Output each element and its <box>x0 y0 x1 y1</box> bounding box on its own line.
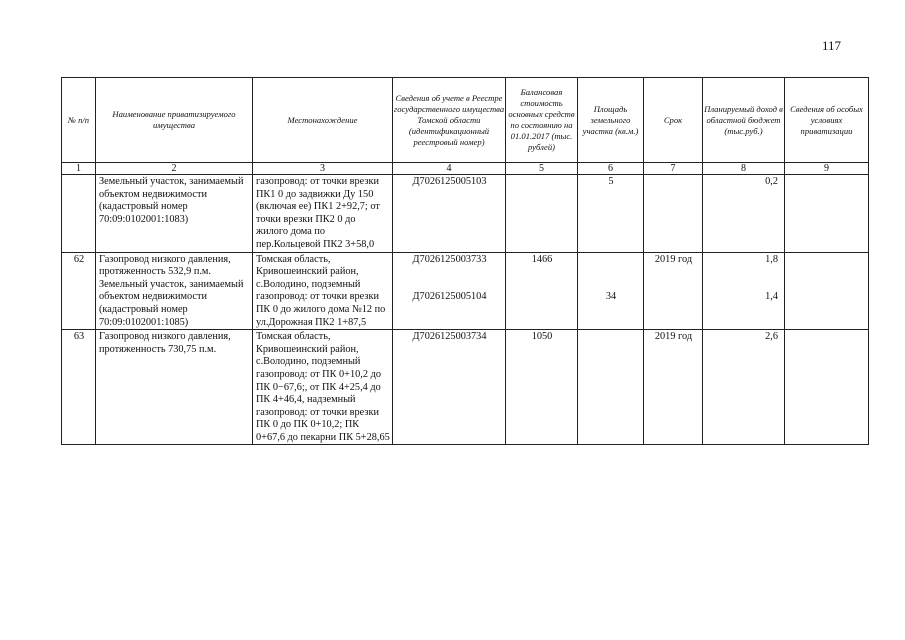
column-number-row <box>62 163 869 175</box>
property-name-text: Земельный участок, занимаемый объектом недвижимости (кадастровый номер 70:09:0102001:1085) <box>99 278 244 328</box>
planned-income-text: 0,2 <box>765 176 778 187</box>
registry-number <box>393 175 506 253</box>
property-name <box>96 330 253 445</box>
registry-number-text: Д7026125003733 <box>412 253 487 265</box>
land-area <box>578 330 644 445</box>
location: газопровод: от точки врезки ПК1 0 до задвижки Ду 150 (включая ее) ПК1 2+92,7; от точки врезки ПК2 0 до жилого дома по пер.Кольцевой ПК2 3+58,0 <box>253 175 393 253</box>
balance-value: 1466 <box>506 252 578 330</box>
property-name <box>96 175 253 253</box>
registry-number <box>393 252 506 330</box>
page-number: 117 <box>822 38 842 53</box>
property-name-text: Газопровод низкого давления, протяженность 730,75 п.м. <box>99 331 231 355</box>
special-conditions <box>785 330 869 445</box>
header-cell: Площадь земельного участка (кв.м.) <box>578 78 644 163</box>
header-cell: № п/п <box>62 78 96 163</box>
table-row <box>62 252 869 330</box>
term <box>644 175 703 253</box>
header-cell: Наименование приватизируемого имущества <box>96 78 253 163</box>
column-number: 5 <box>506 163 578 175</box>
property-name <box>96 252 253 330</box>
row-number <box>62 175 96 253</box>
column-number: 8 <box>703 163 785 175</box>
planned-income <box>703 252 785 330</box>
planned-income-text: 1,4 <box>765 291 778 303</box>
column-number: 2 <box>96 163 253 175</box>
column-number: 4 <box>393 163 506 175</box>
planned-income-text: 2,6 <box>765 331 778 343</box>
term: 2019 год <box>644 330 703 445</box>
table-row <box>62 175 869 253</box>
column-number: 3 <box>253 163 393 175</box>
special-conditions <box>785 175 869 253</box>
header-cell: Планируемый доход в областной бюджет (тыс.руб.) <box>703 78 785 163</box>
row-number: 62 <box>62 252 96 330</box>
header-cell: Балансовая стоимость основных средств по состоянию на 01.01.2017 (тыс. рублей) <box>506 78 578 163</box>
land-area-text: 34 <box>605 291 617 303</box>
column-number: 7 <box>644 163 703 175</box>
balance-value: 1050 <box>506 330 578 445</box>
table-row <box>62 330 869 445</box>
column-number: 6 <box>578 163 644 175</box>
privatization-table <box>61 77 869 445</box>
column-number: 1 <box>62 163 96 175</box>
header-cell: Сведения об особых условиях приватизации <box>785 78 869 163</box>
property-name-text: Газопровод низкого давления, протяженность 532,9 п.м. <box>99 253 231 278</box>
land-area: 5 <box>578 175 644 253</box>
registry-number-text: Д7026125005104 <box>412 291 487 303</box>
planned-income <box>703 330 785 445</box>
location: Томская область, Кривошеинский район, с.Володино, подземный газопровод: от ПК 0+10,2 до ПК 0−67,6;, от ПК 4+25,4 до ПК 4+46,4, надземный газопровод: от точки врезки ПК 0 до ПК 0+10,2; ПК 0+67,6 до пекарни ПК 5+28,65 <box>253 330 393 445</box>
term: 2019 год <box>644 252 703 330</box>
header-row <box>62 78 869 163</box>
location: Томская область, Кривошеинский район, с.Володино, подземный газопровод: от точки врезки ПК 0 до жилого дома №12 по ул.Дорожная ПК2 1+87,5 <box>253 252 393 330</box>
land-area <box>578 252 644 330</box>
header-cell: Местонахождение <box>253 78 393 163</box>
column-number: 9 <box>785 163 869 175</box>
row-number: 63 <box>62 330 96 445</box>
planned-income-text: 1,8 <box>765 253 778 265</box>
header-cell: Срок <box>644 78 703 163</box>
balance-value <box>506 175 578 253</box>
planned-income <box>703 175 785 253</box>
registry-number-text: Д7026125003734 <box>412 331 487 343</box>
registry-number <box>393 330 506 445</box>
header-cell: Сведения об учете в Реестре государственного имущества Томской области (идентификационный реестровый номер) <box>393 78 506 163</box>
special-conditions <box>785 252 869 330</box>
registry-number-text: Д7026125005103 <box>412 176 487 187</box>
property-name-text: Земельный участок, занимаемый объектом недвижимости (кадастровый номер 70:09:0102001:1083) <box>99 176 244 225</box>
